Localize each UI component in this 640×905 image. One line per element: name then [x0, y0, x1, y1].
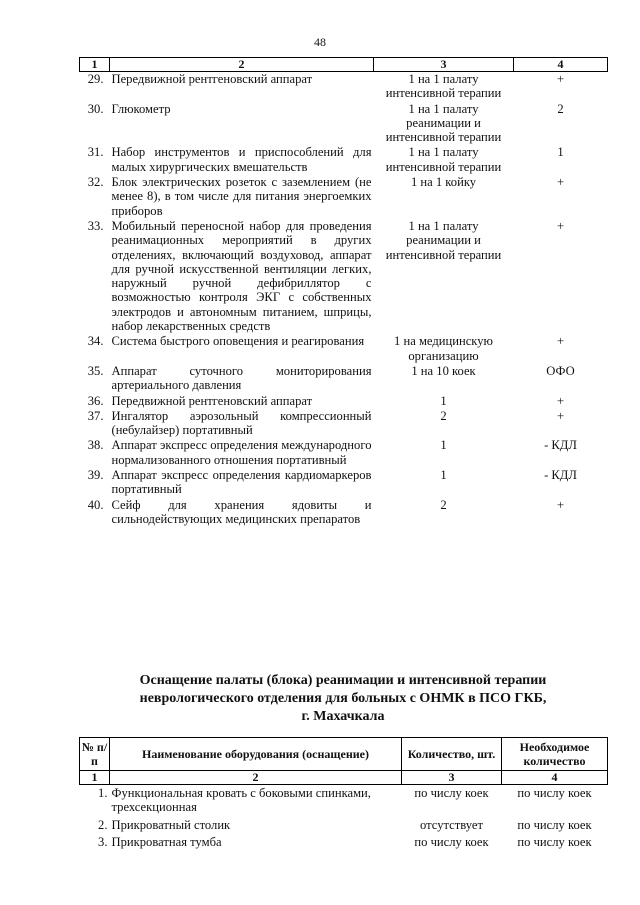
- table-header-row: [80, 738, 608, 771]
- equipment-quantity: +: [556, 72, 565, 86]
- section-heading: [79, 672, 607, 726]
- equipment-name: Аппарат экспресс определения кардиомаркеров портативный: [111, 468, 372, 497]
- row-number: 36.: [87, 393, 104, 408]
- row-number: 35.: [87, 363, 104, 378]
- equipment-name: Ингалятор аэрозольный компрессионный (небулайзер) портативный: [111, 408, 372, 438]
- equipment-name: Мобильный переносной набор для проведения реанимационных мероприятий в других отделениях, включающий воздуховод, аппарат для ручной искусственной вентиляции легких, наружный ручной дефибриллятор с возможностью контроля ЭКГ с собственных электродов и автономным питанием, шприцы, набор лекарственных средств: [111, 218, 372, 334]
- equipment-quantity: по числу коек: [414, 834, 489, 849]
- column-number-row: [80, 771, 608, 785]
- row-number: 38.: [87, 438, 104, 453]
- section-heading-line: г. Махачкала: [301, 709, 385, 724]
- table-row: [80, 438, 608, 468]
- table-row: [80, 72, 608, 102]
- table-row: [80, 102, 608, 146]
- column-number-cell: 2: [110, 771, 402, 785]
- equipment-quantity: по числу коек: [414, 786, 489, 800]
- equipment-name: Глюкометр: [111, 101, 171, 116]
- equipment-name: Набор инструментов и приспособлений для малых хирургических вмешательств: [111, 145, 372, 174]
- column-number-cell: 3: [402, 771, 502, 785]
- row-number: 3.: [98, 834, 108, 849]
- equipment-norm: 1 на 1 палату реанимации и интенсивной терапии: [385, 101, 502, 145]
- equipment-quantity: +: [556, 334, 565, 349]
- equipment-quantity: +: [556, 393, 565, 408]
- section-heading-line: неврологического отделения для больных с ОНМК в ПСО ГКБ,: [139, 691, 547, 706]
- equipment-quantity: ОФО: [546, 363, 575, 378]
- table-header-row: [80, 58, 608, 72]
- row-number: 39.: [87, 468, 104, 483]
- column-number-cell: 4: [502, 771, 608, 785]
- table-row: [80, 364, 608, 394]
- table-row: [80, 834, 608, 851]
- equipment-quantity: - КДЛ: [544, 438, 577, 453]
- table-row: [80, 817, 608, 834]
- equipment-norm: 1: [440, 468, 447, 483]
- table-row: [80, 409, 608, 439]
- row-number: 31.: [87, 145, 104, 160]
- equipment-name: Сейф для хранения ядовиты и сильнодействующих медицинских препаратов: [111, 497, 372, 526]
- equipment-name: Передвижной рентгеновский аппарат: [111, 72, 313, 86]
- table-row: [80, 785, 608, 817]
- table-row: [80, 219, 608, 334]
- row-number: 37.: [87, 408, 104, 423]
- column-number-cell: 1: [80, 771, 110, 785]
- required-quantity: по числу коек: [517, 817, 592, 832]
- required-quantity: по числу коек: [517, 786, 592, 800]
- icu-equipment-table-body: [80, 738, 608, 852]
- equipment-norm: 1: [440, 393, 447, 408]
- equipment-norm: 1 на 10 коек: [411, 363, 476, 378]
- equipment-quantity: +: [556, 218, 565, 233]
- equipment-norm: 1 на медицинскую организацию: [394, 334, 493, 363]
- row-number: 1.: [98, 786, 108, 800]
- equipment-norm: 1 на 1 койку: [410, 175, 477, 190]
- equipment-norm: 1: [440, 438, 447, 453]
- equipment-norm: 1 на 1 палату интенсивной терапии: [385, 72, 502, 101]
- equipment-norm: 2: [440, 408, 447, 423]
- row-number: 33.: [87, 218, 104, 233]
- table-row: [80, 498, 608, 528]
- equipment-name: Аппарат суточного мониторирования артериального давления: [111, 363, 372, 393]
- table-row: [80, 145, 608, 175]
- equipment-quantity: +: [556, 175, 565, 190]
- header-cell: Количество, шт.: [402, 738, 502, 771]
- equipment-name: Прикроватный столик: [111, 817, 231, 832]
- table-row: [80, 334, 608, 364]
- row-number: 2.: [98, 817, 108, 832]
- equipment-name: Аппарат экспресс определения международного нормализованного отношения портативный: [111, 438, 372, 467]
- row-number: 34.: [87, 334, 104, 349]
- equipment-norm: 1 на 1 палату реанимации и интенсивной терапии: [385, 218, 502, 262]
- icu-equipment-table: [79, 737, 608, 851]
- equipment-name: Функциональная кровать с боковыми спинками, трехсекционная: [111, 786, 371, 815]
- table-row: [80, 175, 608, 219]
- equipment-table-continued: [79, 57, 608, 527]
- table-row: [80, 394, 608, 409]
- header-cell: 2: [110, 58, 374, 72]
- section-heading-line: Оснащение палаты (блока) реанимации и интенсивной терапии: [139, 673, 547, 688]
- equipment-name: Прикроватная тумба: [111, 834, 222, 849]
- equipment-name: Блок электрических розеток с заземлением (не менее 8), в том числе для питания энергоемких приборов: [111, 175, 372, 218]
- header-cell: 1: [80, 58, 110, 72]
- required-quantity: по числу коек: [517, 834, 592, 849]
- equipment-name: Передвижной рентгеновский аппарат: [111, 393, 313, 408]
- row-number: 29.: [87, 72, 104, 86]
- header-cell: 3: [374, 58, 514, 72]
- equipment-quantity: 2: [557, 101, 564, 116]
- equipment-quantity: 1: [557, 145, 564, 160]
- header-cell: Наименование оборудования (оснащение): [110, 738, 402, 771]
- equipment-quantity: +: [556, 408, 565, 423]
- header-cell: Необходимое количество: [502, 738, 608, 771]
- table-row: [80, 468, 608, 498]
- equipment-name: Система быстрого оповещения и реагирования: [111, 334, 365, 349]
- equipment-norm: 2: [440, 497, 447, 512]
- header-cell: № п/п: [80, 738, 110, 771]
- equipment-quantity: +: [556, 497, 565, 512]
- row-number: 30.: [87, 101, 104, 116]
- row-number: 32.: [87, 175, 104, 190]
- equipment-table-body: [80, 58, 608, 528]
- page-number: 48: [314, 35, 326, 49]
- equipment-norm: 1 на 1 палату интенсивной терапии: [385, 145, 502, 174]
- header-cell: 4: [514, 58, 608, 72]
- equipment-quantity: - КДЛ: [544, 468, 577, 483]
- equipment-quantity: отсутствует: [420, 817, 483, 832]
- row-number: 40.: [87, 497, 104, 512]
